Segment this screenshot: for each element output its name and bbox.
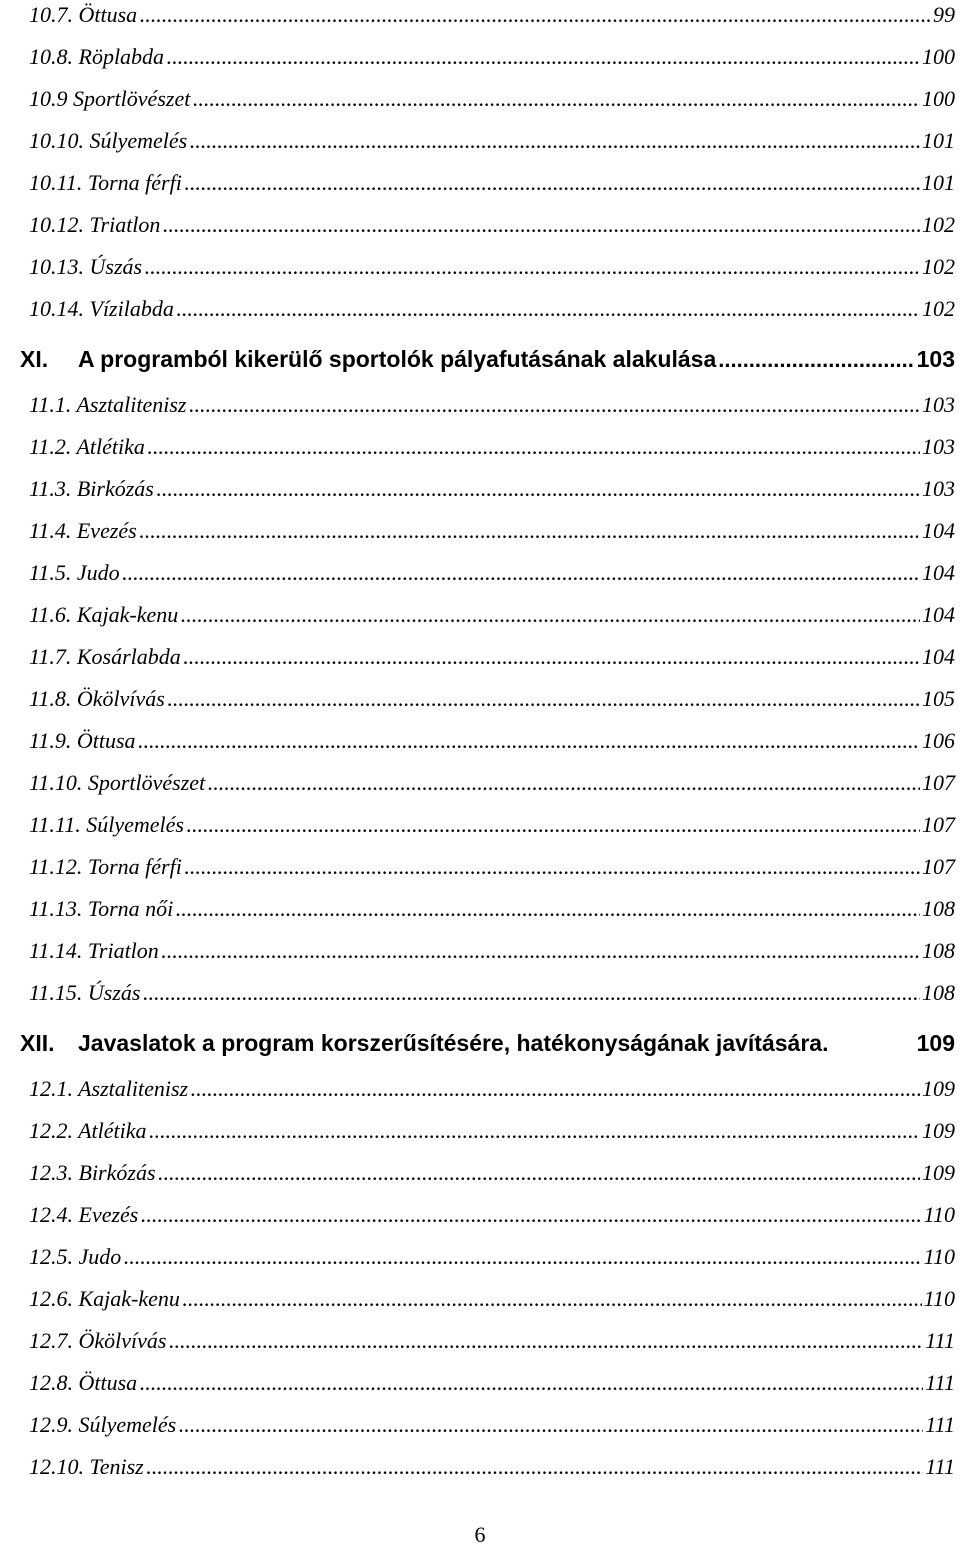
entry-page-number: 106 [922,728,955,753]
dot-leader [184,170,920,196]
toc-entry [29,254,955,284]
entry-title: 12.3. Birkózás [29,1160,156,1185]
dot-leader [186,812,920,838]
toc-entry [29,1160,955,1190]
entry-page-number: 109 [922,1118,955,1143]
toc-chapter-entry [20,1030,955,1060]
entry-title: 11.3. Birkózás [29,476,154,501]
entry-page-number: 111 [925,1328,955,1353]
entry-title: 11.15. Úszás [29,980,141,1005]
entry-title: 11.13. Torna női [29,896,174,921]
dot-leader [167,686,920,712]
dot-leader [123,1244,921,1270]
toc-entry [29,518,955,548]
entry-title: 10.8. Röplabda [29,44,165,69]
toc-entry [29,476,955,506]
entry-page-number: 108 [922,980,955,1005]
toc-entry [29,1076,955,1106]
entry-page-number: 100 [922,44,955,69]
entry-page-number: 104 [922,644,955,669]
dot-leader [166,44,920,70]
entry-title: 10.12. Triatlon [29,212,161,237]
entry-title: 11.6. Kajak-kenu [29,602,179,627]
toc-entry [29,938,955,968]
chapter-number: XII. [20,1030,55,1056]
entry-title: 11.2. Atlétika [29,434,145,459]
dot-leader [178,1412,923,1438]
entry-title: 11.8. Ökölvívás [29,686,165,711]
entry-title: 11.14. Triatlon [29,938,159,963]
toc-entry [29,1328,955,1358]
toc-entry [29,770,955,800]
dot-leader [180,602,920,628]
dot-leader [144,254,920,280]
dot-leader [138,728,920,754]
entry-page-number: 107 [922,812,955,837]
toc-entry [29,560,955,590]
entry-page-number: 100 [922,86,955,111]
entry-page-number: 104 [922,602,955,627]
toc-entry [29,1286,955,1316]
toc-chapter-entry [20,346,955,376]
toc-entry [29,1412,955,1442]
toc-entry [29,686,955,716]
toc-entry [29,854,955,884]
toc-entry [29,170,955,200]
entry-title: 11.9. Öttusa [29,728,136,753]
toc-entry [29,434,955,464]
toc-entry [29,212,955,242]
entry-page-number: 99 [933,2,955,27]
toc-entry [29,1370,955,1400]
entry-title: 12.5. Judo [29,1244,122,1269]
entry-page-number: 107 [922,854,955,879]
entry-title: 11.5. Judo [29,560,120,585]
entry-title: 10.13. Úszás [29,254,143,279]
toc-entry [29,44,955,74]
entry-title: 12.6. Kajak-kenu [29,1286,180,1311]
entry-page-number: 107 [922,770,955,795]
dot-leader [139,2,931,28]
toc-entry [29,728,955,758]
entry-page-number: 103 [922,434,955,459]
toc-entry [29,812,955,842]
entry-page-number: 104 [922,560,955,585]
dot-leader [146,1454,924,1480]
toc-entry [29,2,955,32]
dot-leader [182,1286,922,1312]
entry-page-number: 103 [922,392,955,417]
dot-leader [122,560,920,586]
dot-leader [161,938,920,964]
entry-title: 10.11. Torna férfi [29,170,182,195]
toc-entry [29,644,955,674]
toc-entry [29,1202,955,1232]
toc-entry [29,896,955,926]
entry-page-number: 111 [925,1370,955,1395]
entry-title: A programból kikerülő sportolók pályafutásának alakulása [78,346,717,372]
entry-page-number: 111 [925,1412,955,1437]
entry-page-number: 104 [922,518,955,543]
entry-page-number: 102 [922,212,955,237]
toc-entry [29,1454,955,1484]
toc-entry [29,1244,955,1274]
dot-leader [147,434,920,460]
entry-title: 11.11. Súlyemelés [29,812,184,837]
entry-page-number: 111 [925,1454,955,1479]
entry-page-number: 101 [922,170,955,195]
dot-leader [176,296,920,322]
toc-entry [29,296,955,326]
dot-leader [189,128,920,154]
toc-entry [29,602,955,632]
dot-leader [140,1202,921,1228]
chapter-number: XI. [20,346,49,372]
entry-title: 11.12. Torna férfi [29,854,182,879]
entry-page-number: 110 [923,1286,955,1311]
entry-title: 10.9 Sportlövészet [29,86,191,111]
entry-title: 12.7. Ökölvívás [29,1328,167,1353]
dot-leader [207,770,920,796]
dot-leader [156,476,920,502]
entry-page-number: 103 [922,476,955,501]
entry-title: 10.7. Öttusa [29,2,138,27]
entry-title: 11.7. Kosárlabda [29,644,181,669]
page-number: 6 [474,1522,486,1547]
entry-page-number: 108 [922,896,955,921]
toc-entry [29,1118,955,1148]
dot-leader [188,392,920,418]
dot-leader [192,86,920,112]
dot-leader [142,980,920,1006]
entry-title: 10.10. Súlyemelés [29,128,188,153]
entry-title: 10.14. Vízilabda [29,296,174,321]
entry-page-number: 101 [922,128,955,153]
entry-page-number: 102 [922,254,955,279]
toc-entry [29,980,955,1010]
entry-page-number: 102 [922,296,955,321]
dot-leader [149,1118,920,1144]
entry-page-number: 110 [923,1202,955,1227]
dot-leader [162,212,920,238]
entry-title: 12.10. Tenisz [29,1454,144,1479]
toc-entry [29,392,955,422]
dot-leader [190,1076,920,1102]
entry-page-number: 109 [922,1076,955,1101]
entry-page-number: 105 [922,686,955,711]
dot-leader [175,896,920,922]
entry-page-number: 103 [916,346,955,372]
dot-leader [183,644,920,670]
entry-title: 11.1. Asztalitenisz [29,392,187,417]
entry-title: 12.2. Atlétika [29,1118,147,1143]
entry-page-number: 109 [916,1030,955,1056]
dot-leader [139,1370,923,1396]
entry-page-number: 109 [922,1160,955,1185]
entry-title: 12.9. Súlyemelés [29,1412,177,1437]
entry-title: 11.4. Evezés [29,518,137,543]
entry-title: Javaslatok a program korszerűsítésére, hatékonyságának javítására. [78,1030,829,1056]
entry-title: 12.1. Asztalitenisz [29,1076,189,1101]
toc-entry [29,86,955,116]
dot-leader [139,518,920,544]
entry-title: 12.8. Öttusa [29,1370,138,1395]
entry-title: 12.4. Evezés [29,1202,139,1227]
dot-leader [158,1160,921,1186]
dot-leader [184,854,920,880]
dot-leader [718,347,914,373]
toc-entry [29,128,955,158]
dot-leader [168,1328,923,1354]
entry-page-number: 108 [922,938,955,963]
entry-title: 11.10. Sportlövészet [29,770,206,795]
entry-page-number: 110 [923,1244,955,1269]
